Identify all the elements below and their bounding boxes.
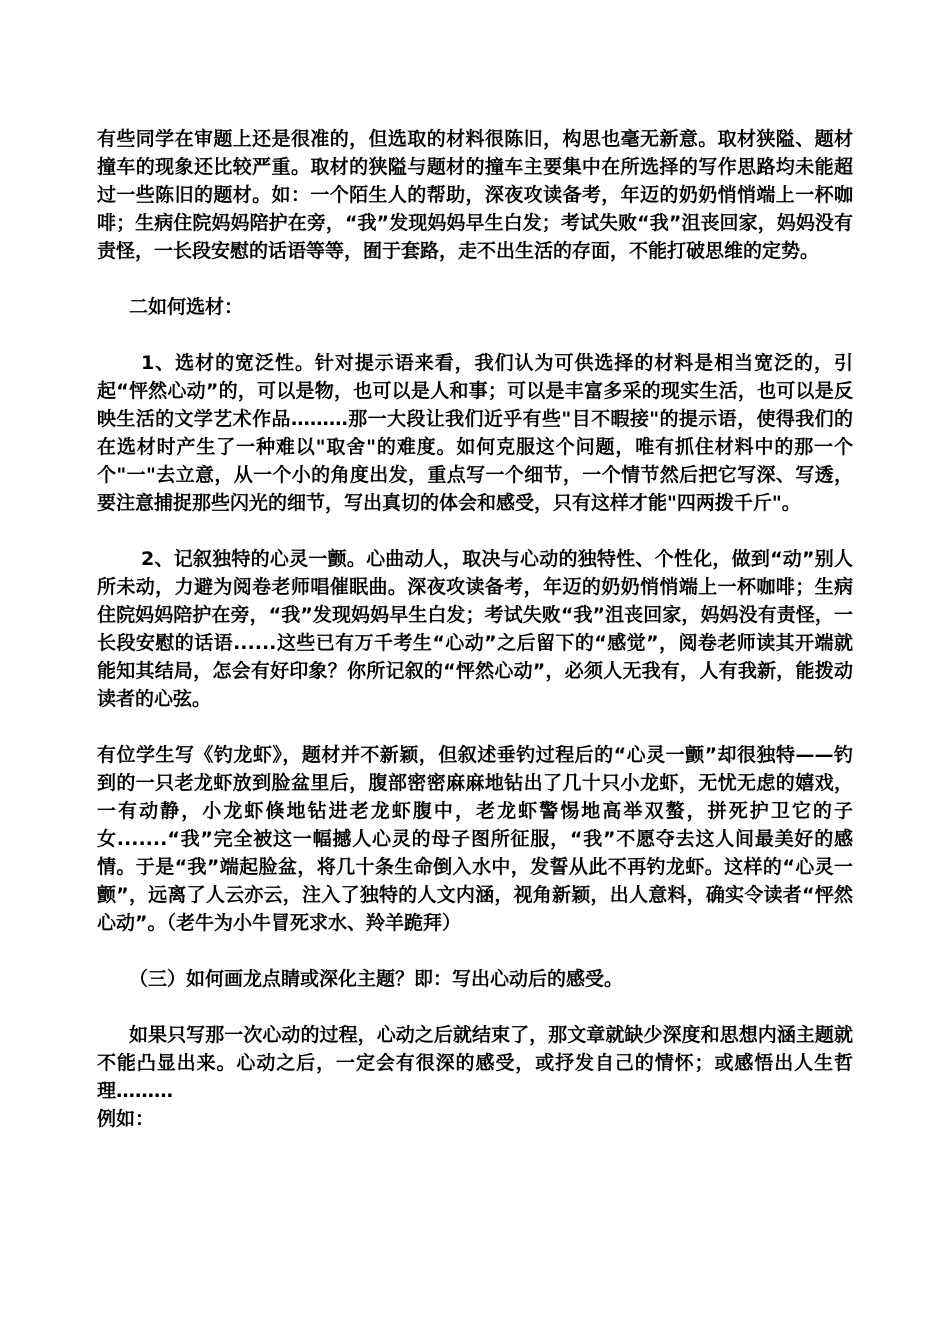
list-item-breadth: 1、选材的宽泛性。针对提示语来看，我们认为可供选择的材料是相当宽泛的，引起“怦然心动”的，可以是物，也可以是人和事；可以是丰富多采的现实生活，也可以是反映生活的文学艺术作品………那一大段让我们近乎有些"目不暇接"的提示语，使得我们的在选材时产生了一种难以"取舍"的难度。如何克服这个问题，唯有抓住材料中的那一个个"一"去立意，从一个小的角度出发，重点写一个细节，一个情节然后把它写深、写透，要注意捕捉那些闪光的细节，写出真切的体会和感受，只有这样才能"四两拨千斤"。 [97,352,853,514]
paragraph-gap [97,993,853,1021]
list-item-unique-moment: 2、记叙独特的心灵一颤。心曲动人，取决与心动的独特性、个性化，做到“动”别人所未动，力避为阅卷老师唱催眠曲。深夜攻读备考，年迈的奶奶悄悄端上一杯咖啡；生病住院妈妈陪护在旁，“我”发现妈妈早生白发；考试失败“我”沮丧回家，妈妈没有责怪，一长段安慰的话语......这些已有万千考生“心动”之后留下的“感觉”，阅卷老师读其开端就能知其结局，怎会有好印象？你所记叙的“怦然心动”，必须人无我有，人有我新，能拨动读者的心弦。 [97,548,853,710]
paragraph-example-story: 有位学生写《钓龙虾》，题材并不新颖，但叙述垂钓过程后的“心灵一颤”却很独特——钓到的一只老龙虾放到脸盆里后，腹部密密麻麻地钻出了几十只小龙虾，无忧无虑的嬉戏，一有动静，小龙虾倏地钻进老龙虾腹中，老龙虾警惕地高举双螯，拼死护卫它的子女.......“我”完全被这一幅撼人心灵的母子图所征服，“我”不愿夺去这人间最美好的感情。于是“我”端起脸盆，将几十条生命倒入水中，发誓从此不再钓龙虾。这样的“心灵一颤”，远离了人云亦云，注入了独特的人文内涵，视角新颖，出人意料，确实令读者“怦然心动”。（老牛为小牛冒死求水、羚羊跪拜） [97,744,853,934]
paragraph-example-label: 例如： [97,1108,155,1130]
paragraph-gap [97,713,853,741]
paragraph-gap [97,265,853,293]
paragraph-gap [97,321,853,349]
paragraph-intro: 有些同学在审题上还是很准的，但选取的材料很陈旧，构思也毫无新意。取材狭隘、题材撞车的现象还比较严重。取材的狭隘与题材的撞车主要集中在所选择的写作思路均未能超过一些陈旧的题材。如：一个陌生人的帮助，深夜攻读备考，年迈的奶奶悄悄端上一杯咖啡；生病住院妈妈陪护在旁，“我”发现妈妈早生白发；考试失败“我”沮丧回家，妈妈没有责怪，一长段安慰的话语等等，囿于套路，走不出生活的存面，不能打破思维的定势。 [97,128,853,262]
paragraph-deepen: 如果只写那一次心动的过程，心动之后就结束了，那文章就缺少深度和思想内涵主题就不能凸显出来。心动之后，一定会有很深的感受，或抒发自己的情怀；或感悟出人生哲理……… [97,1024,853,1102]
section-heading-deepen-theme: （三）如何画龙点睛或深化主题？即：写出心动后的感受。 [129,968,624,990]
document-body [97,125,853,1133]
paragraph-gap [97,937,853,965]
section-heading-how-to-select: 二如何选材： [129,296,244,318]
paragraph-gap [97,517,853,545]
